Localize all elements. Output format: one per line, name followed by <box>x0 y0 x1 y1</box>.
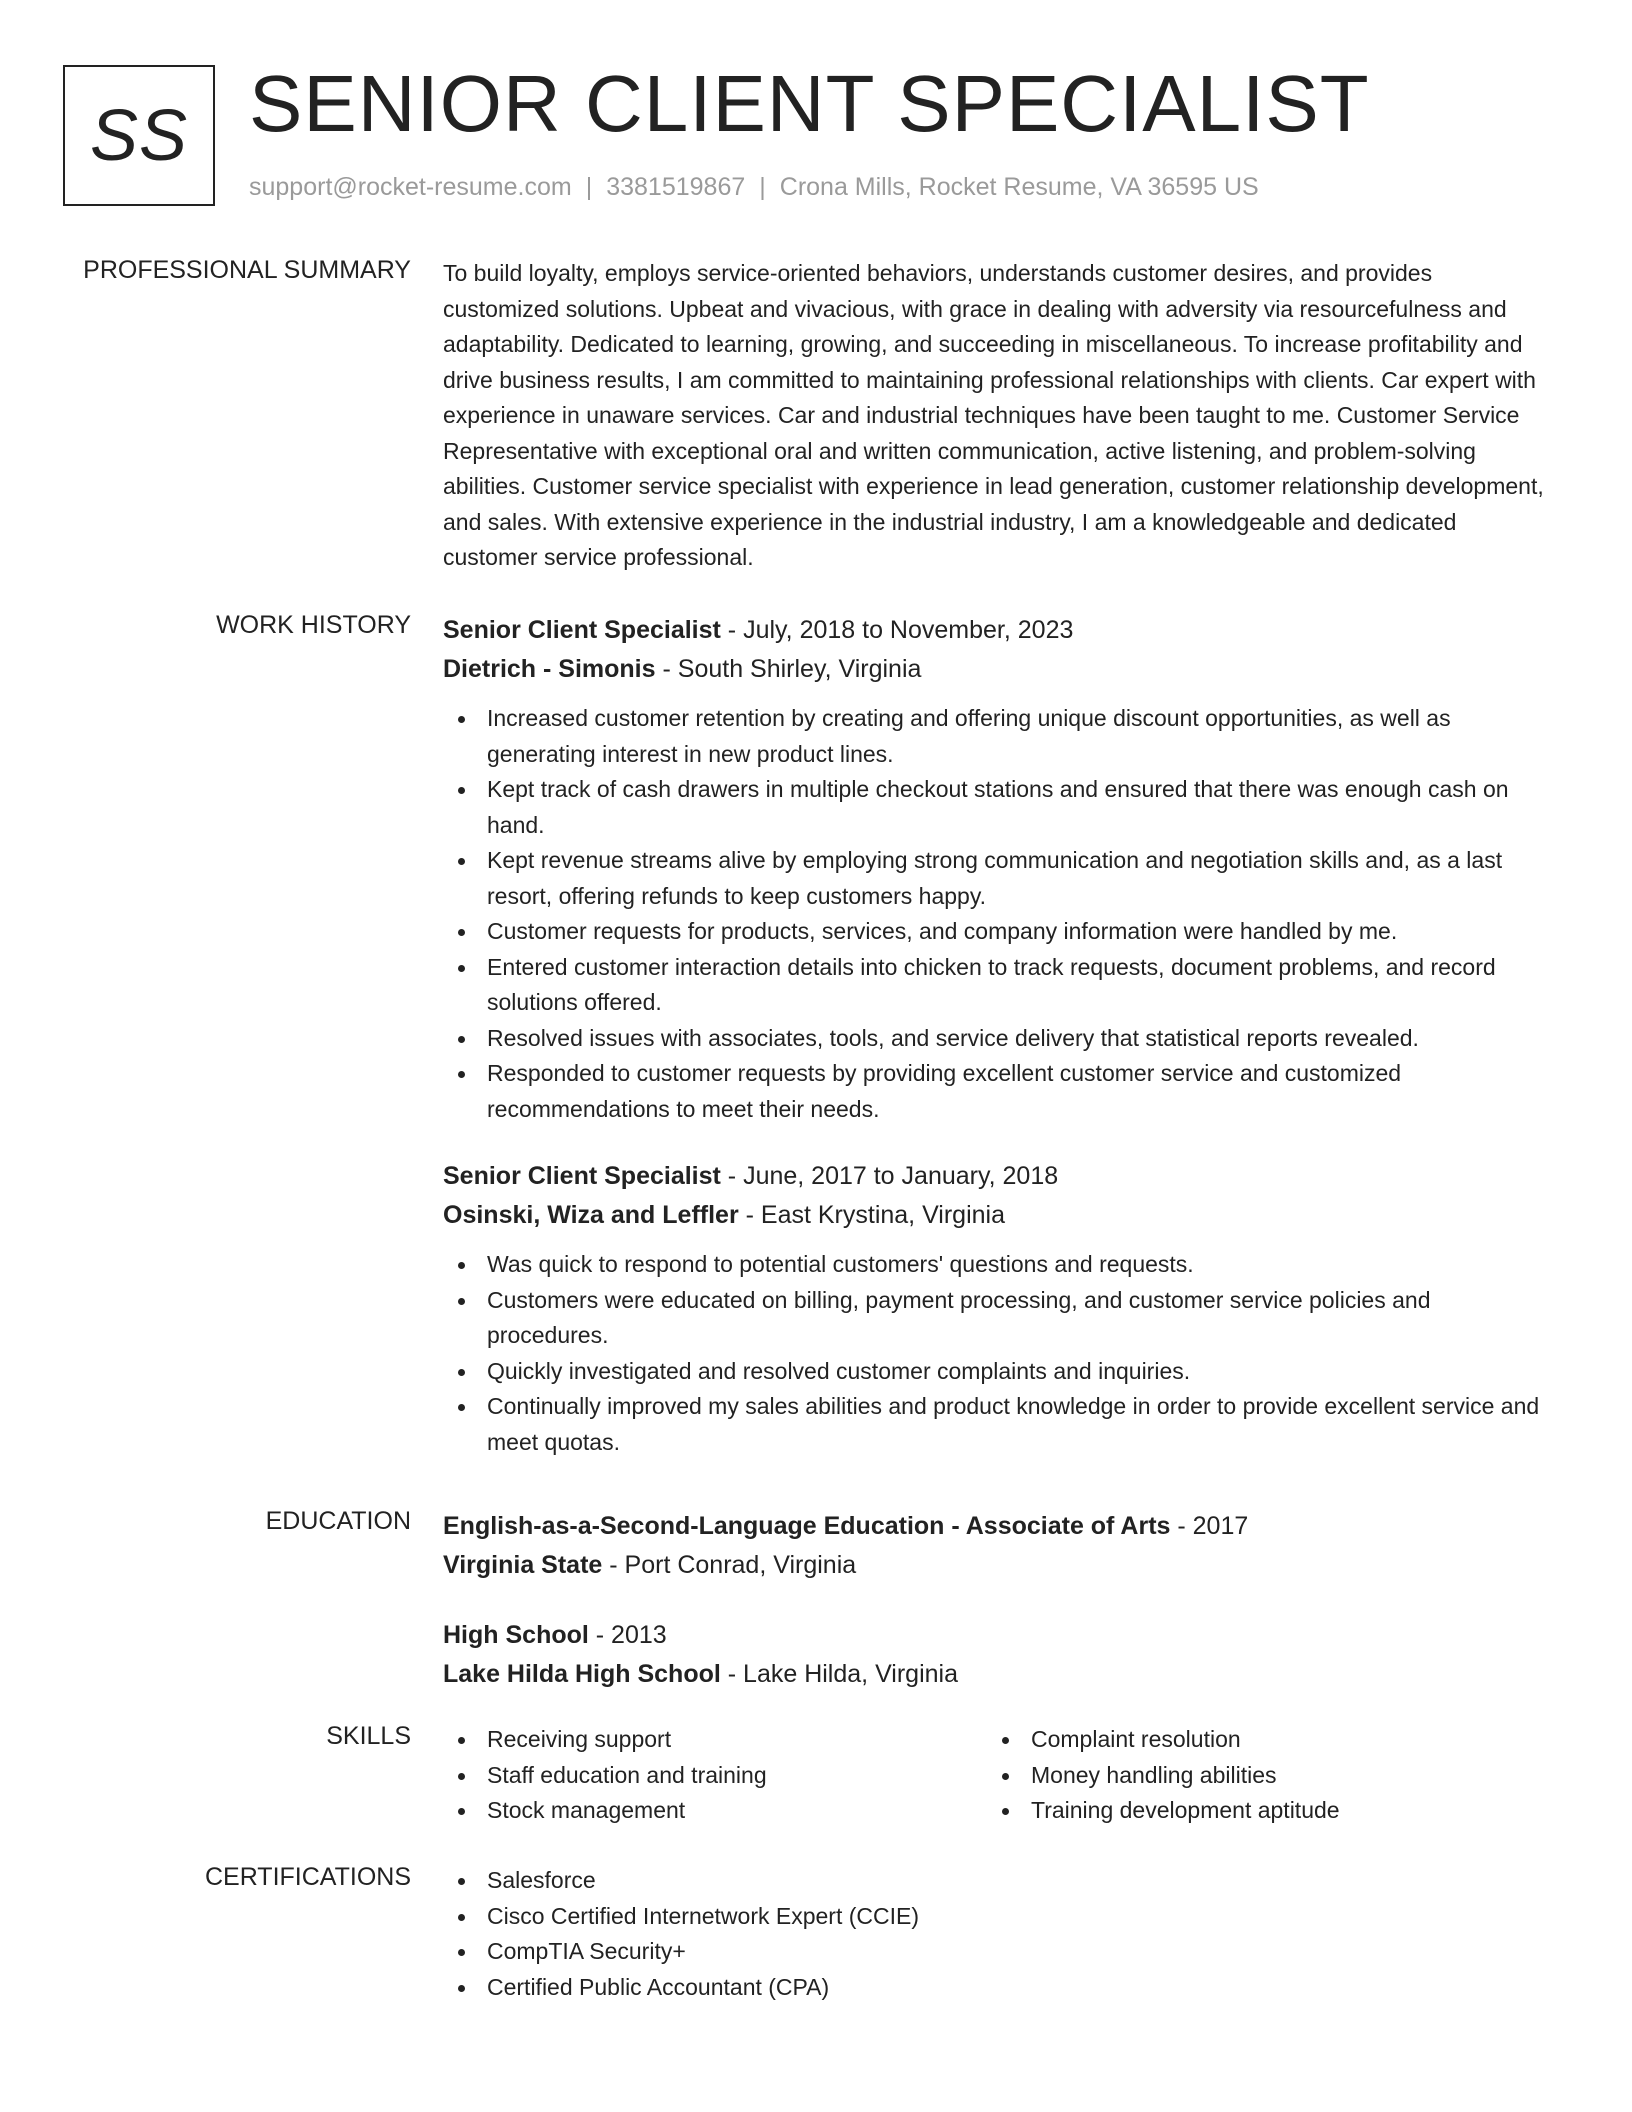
job-title-line <box>443 1157 1553 1196</box>
job-bullet-list <box>443 1247 1553 1460</box>
summary-text: To build loyalty, employs service-oriented behaviors, understands customer desires, and provides customized solutions. Upbeat and vivacious, with grace in dealing with adversity via resourcefulness and adaptability. Dedicated to learning, growing, and succeeding in miscellaneous. To increase profitability and drive business results, I am committed to maintaining professional relationships with clients. Car expert with experience in unaware services. Car and industrial techniques have been taught to me. Customer Service Representative with exceptional oral and written communication, active listening, and problem-solving abilities. Customer service specialist with experience in lead generation, customer relationship development, and sales. With extensive experience in the industrial industry, I am a knowledgeable and dedicated customer service professional. <box>443 260 1544 570</box>
job-entry <box>443 611 1553 1127</box>
job-bullet: Kept track of cash drawers in multiple checkout stations and ensured that there was enough cash on hand. <box>443 772 1553 843</box>
certification-item: Certified Public Accountant (CPA) <box>443 1970 1553 2006</box>
skills-list-left <box>443 1722 987 1829</box>
summary-heading: PROFESSIONAL SUMMARY <box>83 256 411 284</box>
resume-title: SENIOR CLIENT SPECIALIST <box>249 59 1370 148</box>
work-history-content <box>443 611 1553 1460</box>
education-degree-line <box>443 1616 1553 1655</box>
summary-content <box>443 256 1553 576</box>
job-bullet: Customer requests for products, services, and company information were handled by me. <box>443 914 1553 950</box>
education-entry <box>443 1507 1553 1585</box>
certification-item: Salesforce <box>443 1863 1553 1899</box>
job-title-line <box>443 611 1553 650</box>
contact-separator: | <box>759 173 766 201</box>
education-year: - 2013 <box>588 1621 667 1649</box>
education-location: - Lake Hilda, Virginia <box>720 1660 958 1688</box>
education-school: Virginia State <box>443 1551 603 1579</box>
education-degree-line <box>443 1507 1553 1546</box>
skill-item: Stock management <box>443 1793 987 1829</box>
job-company-line <box>443 1196 1553 1235</box>
skills-content <box>443 1722 1553 1829</box>
job-bullet: Entered customer interaction details into chicken to track requests, document problems, and record solutions offered. <box>443 950 1553 1021</box>
job-bullet: Resolved issues with associates, tools, and service delivery that statistical reports revealed. <box>443 1021 1553 1057</box>
job-location: - East Krystina, Virginia <box>738 1201 1005 1229</box>
education-degree: English-as-a-Second-Language Education - Associate of Arts <box>443 1512 1171 1540</box>
education-heading: EDUCATION <box>265 1507 411 1535</box>
job-title: Senior Client Specialist <box>443 1162 721 1190</box>
job-bullet: Continually improved my sales abilities and product knowledge in order to provide excellent service and meet quotas. <box>443 1389 1553 1460</box>
job-entry <box>443 1157 1553 1460</box>
education-school-line <box>443 1546 1553 1585</box>
job-bullet: Was quick to respond to potential customers' questions and requests. <box>443 1247 1553 1283</box>
skills-heading: SKILLS <box>326 1722 411 1750</box>
monogram-initials: SS <box>89 95 189 176</box>
job-title: Senior Client Specialist <box>443 616 721 644</box>
job-bullet: Kept revenue streams alive by employing strong communication and negotiation skills and, as a last resort, offering refunds to keep customers happy. <box>443 843 1553 914</box>
certifications-heading: CERTIFICATIONS <box>204 1863 411 1891</box>
education-content <box>443 1507 1553 1694</box>
certifications-content <box>443 1863 1553 2005</box>
skill-item: Complaint resolution <box>987 1722 1531 1758</box>
job-dates: - June, 2017 to January, 2018 <box>720 1162 1059 1190</box>
job-bullet: Quickly investigated and resolved customer complaints and inquiries. <box>443 1354 1553 1390</box>
job-company-line <box>443 650 1553 689</box>
education-year: - 2017 <box>1170 1512 1249 1540</box>
job-location: - South Shirley, Virginia <box>655 655 922 683</box>
job-company: Osinski, Wiza and Leffler <box>443 1201 739 1229</box>
job-bullet-list <box>443 701 1553 1127</box>
work-history-heading: WORK HISTORY <box>216 611 411 639</box>
certification-item: Cisco Certified Internetwork Expert (CCIE) <box>443 1899 1553 1935</box>
job-company: Dietrich - Simonis <box>443 655 656 683</box>
education-degree: High School <box>443 1621 589 1649</box>
contact-address: Crona Mills, Rocket Resume, VA 36595 US <box>779 173 1259 201</box>
education-entry <box>443 1616 1553 1694</box>
job-bullet: Increased customer retention by creating and offering unique discount opportunities, as well as generating interest in new product lines. <box>443 701 1553 772</box>
contact-line <box>249 173 1259 202</box>
certification-item: CompTIA Security+ <box>443 1934 1553 1970</box>
job-dates: - July, 2018 to November, 2023 <box>720 616 1074 644</box>
contact-separator: | <box>585 173 593 201</box>
education-school-line <box>443 1655 1553 1694</box>
education-location: - Port Conrad, Virginia <box>602 1551 857 1579</box>
contact-email[interactable]: support@rocket-resume.com <box>249 173 572 201</box>
job-bullet: Customers were educated on billing, payment processing, and customer service policies and procedures. <box>443 1283 1553 1354</box>
contact-phone[interactable]: 3381519867 <box>606 173 746 201</box>
skill-item: Staff education and training <box>443 1758 987 1794</box>
certifications-list <box>443 1863 1553 2005</box>
skill-item: Receiving support <box>443 1722 987 1758</box>
monogram-box <box>63 65 215 206</box>
skills-list-right <box>987 1722 1531 1829</box>
skill-item: Money handling abilities <box>987 1758 1531 1794</box>
job-bullet: Responded to customer requests by providing excellent customer service and customized recommendations to meet their needs. <box>443 1056 1553 1127</box>
education-school: Lake Hilda High School <box>443 1660 721 1688</box>
skill-item: Training development aptitude <box>987 1793 1531 1829</box>
